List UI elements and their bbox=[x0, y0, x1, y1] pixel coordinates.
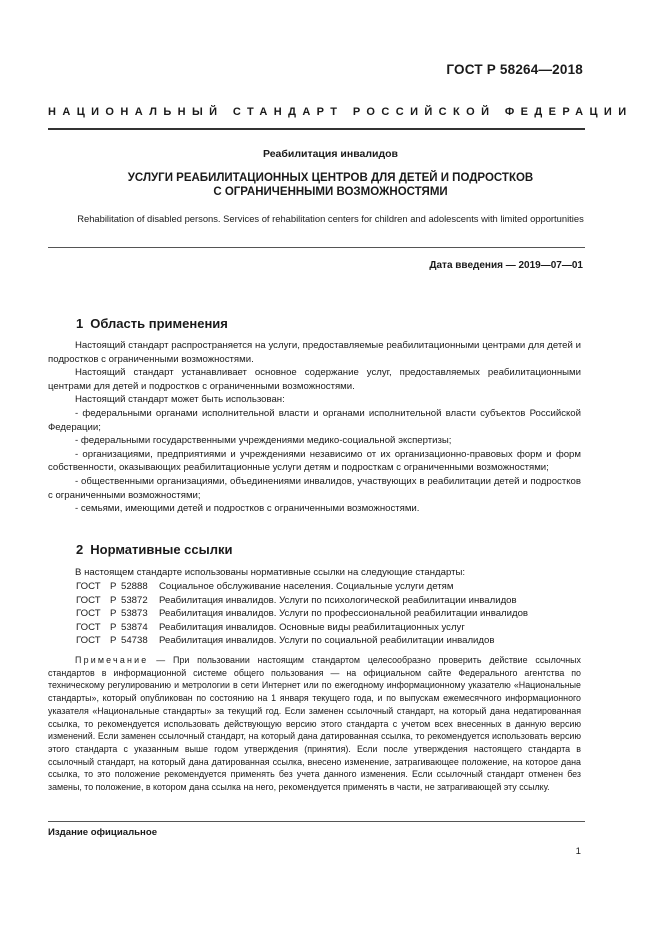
section-1-number: 1 bbox=[76, 316, 84, 331]
list-item: - общественными организациями, объединениями инвалидов, участвующих в реабилитации детей и подростков с ограниченными возможностями; bbox=[48, 475, 581, 501]
section-1-body bbox=[48, 339, 581, 516]
standard-reference: ГОСТ Р 53874 Реабилитация инвалидов. Основные виды реабилитационных услуг bbox=[76, 621, 465, 633]
list-item: - организациями, предприятиями и учреждениями независимо от их организационно-правовых форм и форм собственности, оказывающих реабилитационные услуги детям и подросткам с ограниченными возможностями; bbox=[48, 448, 581, 474]
note-paragraph bbox=[48, 654, 581, 794]
paragraph: Настоящий стандарт устанавливает основное содержание услуг, предоставляемых реабилитационными центрами для детей и подростков с ограниченными возможностями. bbox=[48, 367, 581, 392]
section-1-heading bbox=[76, 316, 228, 331]
document-title-ru bbox=[80, 171, 581, 199]
title-ru-line-1: УСЛУГИ РЕАБИЛИТАЦИОННЫХ ЦЕНТРОВ ДЛЯ ДЕТЕЙ И ПОДРОСТКОВ bbox=[127, 172, 534, 184]
national-standard-banner: НАЦИОНАЛЬНЫЙ СТАНДАРТ РОССИЙСКОЙ ФЕДЕРАЦИИ bbox=[48, 106, 633, 118]
paragraph: Настоящий стандарт может быть использован: bbox=[75, 394, 285, 406]
standards-list bbox=[76, 580, 581, 648]
list-item: - федеральными органами исполнительной власти и органами исполнительной власти субъектов Российской Федерации; bbox=[48, 407, 581, 433]
section-2-intro bbox=[48, 566, 581, 580]
section-2-heading bbox=[76, 542, 232, 557]
note-label: Примечание bbox=[75, 655, 149, 665]
footer-divider bbox=[48, 821, 585, 822]
title-divider bbox=[48, 247, 585, 248]
paragraph: В настоящем стандарте использованы нормативные ссылки на следующие стандарты: bbox=[75, 567, 466, 578]
header-divider bbox=[48, 128, 585, 130]
document-title-en: Rehabilitation of disabled persons. Services of rehabilitation centers for children and adolescents with limited opportunities bbox=[77, 213, 584, 224]
note-block bbox=[48, 654, 581, 794]
section-2-title: Нормативные ссылки bbox=[90, 542, 233, 557]
list-item: - федеральными государственными учреждениями медико-социальной экспертизы; bbox=[75, 435, 452, 447]
title-ru-line-2: С ОГРАНИЧЕННЫМИ ВОЗМОЖНОСТЯМИ bbox=[213, 186, 448, 198]
standard-reference: ГОСТ Р 53872 Реабилитация инвалидов. Услуги по психологической реабилитации инвалидов bbox=[76, 594, 517, 606]
standard-reference: ГОСТ Р 54738 Реабилитация инвалидов. Услуги по социальной реабилитации инвалидов bbox=[76, 635, 495, 647]
standard-reference: ГОСТ Р 52888 Социальное обслуживание населения. Социальные услуги детям bbox=[76, 581, 454, 592]
list-item: - семьями, имеющими детей и подростков с ограниченными возможностями. bbox=[75, 503, 420, 515]
document-number: ГОСТ Р 58264—2018 bbox=[446, 62, 583, 77]
standard-reference: ГОСТ Р 53873 Реабилитация инвалидов. Услуги по профессиональной реабилитации инвалидов bbox=[76, 608, 529, 620]
note-text: — При пользовании настоящим стандартом целесообразно проверить действие ссылочных стандартов в информационной системе общего пользования — на официальном сайте Федерального агентства по техническому регулированию и метрологии в сети Интернет или по ежегодному информационному указателю «Национальные стандарты», который опубликован по состоянию на 1 января текущего года, и по выпускам ежемесячного информационного указателя «Национальные стандарты» за текущий год. Если заменен ссылочный стандарт, на который дана недатированная ссылка, то рекомендуется использовать действующую версию этого стандарта с учетом всех внесенных в данную версию изменений. Если заменен ссылочный стандарт, на который дана датированная ссылка, то рекомендуется использовать версию этого стандарта с указанным выше годом утверждения (принятия). Если после утверждения настоящего стандарта в ссылочный стандарт, на который дана датированная ссылка, внесено изменение, затрагивающее положение, на которое дана ссылка, то это положение рекомендуется применять без учета данного изменения. Если ссылочный стандарт отменен без замены, то положение, в котором дана ссылка на него, рекомендуется применять в части, не затрагивающей эту ссылку. bbox=[48, 655, 581, 793]
introduction-date: Дата введения — 2019—07—01 bbox=[429, 260, 583, 271]
section-2-number: 2 bbox=[76, 542, 84, 557]
document-category: Реабилитация инвалидов bbox=[262, 148, 399, 160]
official-edition-label: Издание официальное bbox=[48, 827, 158, 838]
paragraph: Настоящий стандарт распространяется на услуги, предоставляемые реабилитационными центрами для детей и подростков с ограниченными возможностями. bbox=[48, 340, 581, 365]
page-number: 1 bbox=[575, 846, 581, 857]
section-1-title: Область применения bbox=[90, 316, 228, 331]
